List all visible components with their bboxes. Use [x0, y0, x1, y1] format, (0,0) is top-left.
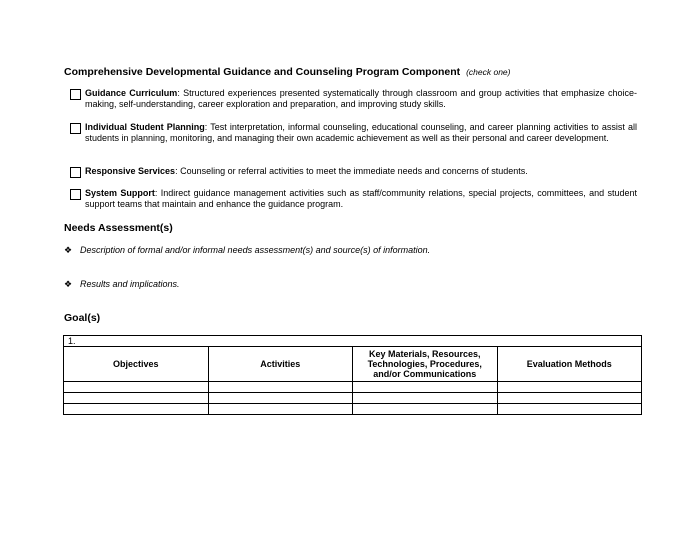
- option-text: [85, 166, 637, 177]
- option-text: [85, 122, 637, 144]
- option-text: [85, 88, 637, 110]
- goals-header-row: [64, 347, 642, 382]
- table-cell[interactable]: [208, 393, 353, 404]
- column-header-activities: Activities: [208, 347, 353, 382]
- needs-item-results: [64, 279, 180, 290]
- goals-heading: Goal(s): [64, 312, 101, 324]
- table-cell[interactable]: [497, 382, 642, 393]
- option-desc: : Indirect guidance management activities such as staff/community relations, special projects, committees, and student support teams that maintain and enhance the guidance program.: [85, 188, 637, 209]
- table-cell[interactable]: [64, 393, 209, 404]
- table-cell[interactable]: [208, 382, 353, 393]
- table-cell[interactable]: [353, 382, 498, 393]
- individual-student-planning-checkbox[interactable]: [70, 123, 81, 134]
- needs-item-description: [64, 245, 430, 256]
- option-term: Individual Student Planning: [85, 122, 205, 132]
- table-cell[interactable]: [353, 393, 498, 404]
- diamond-bullet-icon: ❖: [64, 245, 73, 255]
- component-title: Comprehensive Developmental Guidance and Counseling Program Component: [64, 66, 461, 78]
- table-cell[interactable]: [64, 382, 209, 393]
- option-individual-student-planning: [70, 122, 637, 144]
- table-cell[interactable]: [353, 404, 498, 415]
- option-system-support: [70, 188, 637, 210]
- table-row: [64, 393, 642, 404]
- option-desc: : Structured experiences presented systematically through classroom and group activities that emphasize choice-making, self-understanding, career exploration and preparation, and improving study skills.: [85, 88, 637, 109]
- table-cell[interactable]: [208, 404, 353, 415]
- goal-number[interactable]: 1.: [64, 336, 642, 347]
- column-header-objectives: Objectives: [64, 347, 209, 382]
- component-note: (check one): [466, 67, 511, 77]
- responsive-services-checkbox[interactable]: [70, 167, 81, 178]
- option-guidance-curriculum: [70, 88, 637, 110]
- option-responsive-services: [70, 166, 637, 177]
- option-term: System Support: [85, 188, 155, 198]
- goal-number-row: [64, 336, 642, 347]
- goals-table: [63, 335, 642, 415]
- option-desc: : Test interpretation, informal counseling, educational counseling, and career planning activities to assist all students in planning, monitoring, and managing their own academic achievement as well as their personal and career development.: [85, 122, 638, 143]
- option-desc: : Counseling or referral activities to meet the immediate needs and concerns of students.: [175, 166, 528, 176]
- table-row: [64, 382, 642, 393]
- option-text: [85, 188, 637, 210]
- option-term: Guidance Curriculum: [85, 88, 178, 98]
- needs-item-text: Results and implications.: [80, 279, 180, 289]
- component-heading: [64, 66, 511, 78]
- table-row: [64, 404, 642, 415]
- needs-item-text: Description of formal and/or informal needs assessment(s) and source(s) of information.: [80, 245, 431, 255]
- guidance-curriculum-checkbox[interactable]: [70, 89, 81, 100]
- table-cell[interactable]: [64, 404, 209, 415]
- column-header-key-materials: Key Materials, Resources, Technologies, Procedures, and/or Communications: [353, 347, 498, 382]
- diamond-bullet-icon: ❖: [64, 279, 73, 289]
- option-term: Responsive Services: [85, 166, 176, 176]
- system-support-checkbox[interactable]: [70, 189, 81, 200]
- column-header-evaluation-methods: Evaluation Methods: [497, 347, 642, 382]
- table-cell[interactable]: [497, 404, 642, 415]
- needs-assessment-heading: Needs Assessment(s): [64, 222, 173, 234]
- table-cell[interactable]: [497, 393, 642, 404]
